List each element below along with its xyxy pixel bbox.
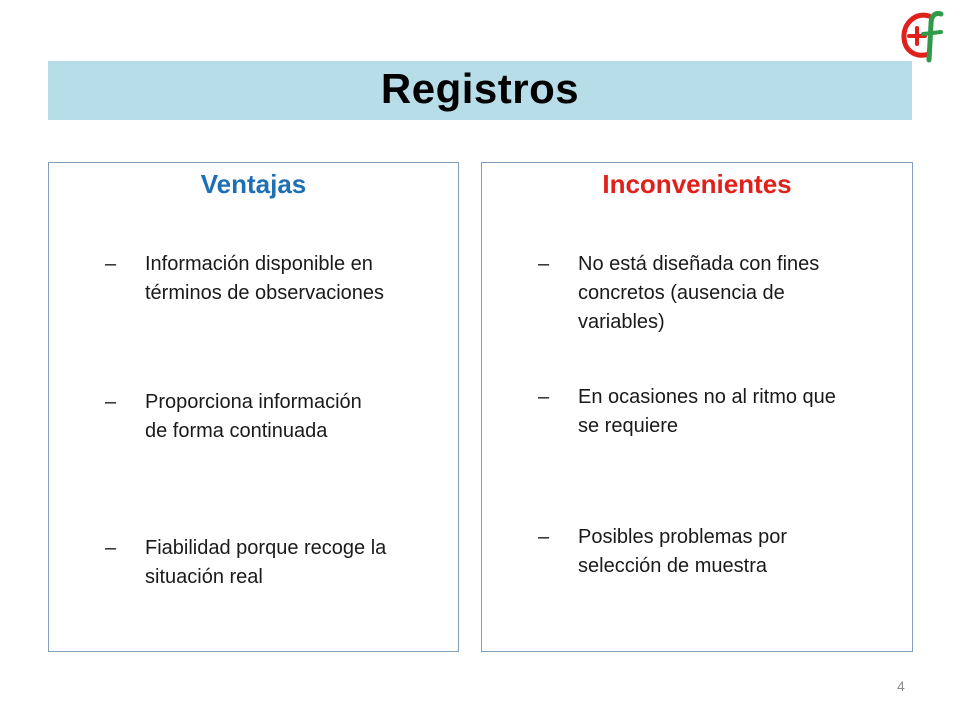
ventajas-item-1-line2: términos de observaciones [145, 282, 385, 304]
inconvenientes-item-3-line1: Posibles problemas por [578, 526, 787, 548]
inconvenientes-panel [481, 162, 913, 652]
dash-bullet: – [105, 391, 117, 413]
inconvenientes-item-1-line3: variables) [578, 311, 665, 333]
inconvenientes-item-2-line2: se requiere [578, 415, 679, 437]
inconvenientes-item-2-line1: En ocasiones no al ritmo que [578, 386, 836, 408]
title-bar [48, 61, 912, 120]
dash-bullet: – [538, 253, 550, 275]
ventajas-item-1-line1: Información disponible en [145, 253, 373, 275]
inconvenientes-item-1-line1: No está diseñada con fines [578, 253, 820, 275]
inconvenientes-heading: Inconvenientes [602, 169, 792, 199]
inconvenientes-item-1-line2: concretos (ausencia de [578, 282, 785, 304]
ventajas-item-2-line2: de forma continuada [145, 420, 328, 442]
dash-bullet: – [105, 537, 117, 559]
page-number: 4 [897, 678, 905, 694]
ventajas-item-3-line2: situación real [145, 566, 263, 588]
dash-bullet: – [538, 526, 550, 548]
slide-title: Registros [380, 65, 580, 112]
ventajas-heading: Ventajas [200, 169, 307, 199]
ventajas-item-2-line1: Proporciona información [145, 391, 362, 413]
ventajas-panel [48, 162, 459, 652]
dash-bullet: – [538, 386, 550, 408]
cf-logo-icon [895, 8, 953, 66]
ventajas-item-3-line1: Fiabilidad porque recoge la [145, 537, 387, 559]
inconvenientes-item-3-line2: selección de muestra [578, 555, 767, 577]
dash-bullet: – [105, 253, 117, 275]
